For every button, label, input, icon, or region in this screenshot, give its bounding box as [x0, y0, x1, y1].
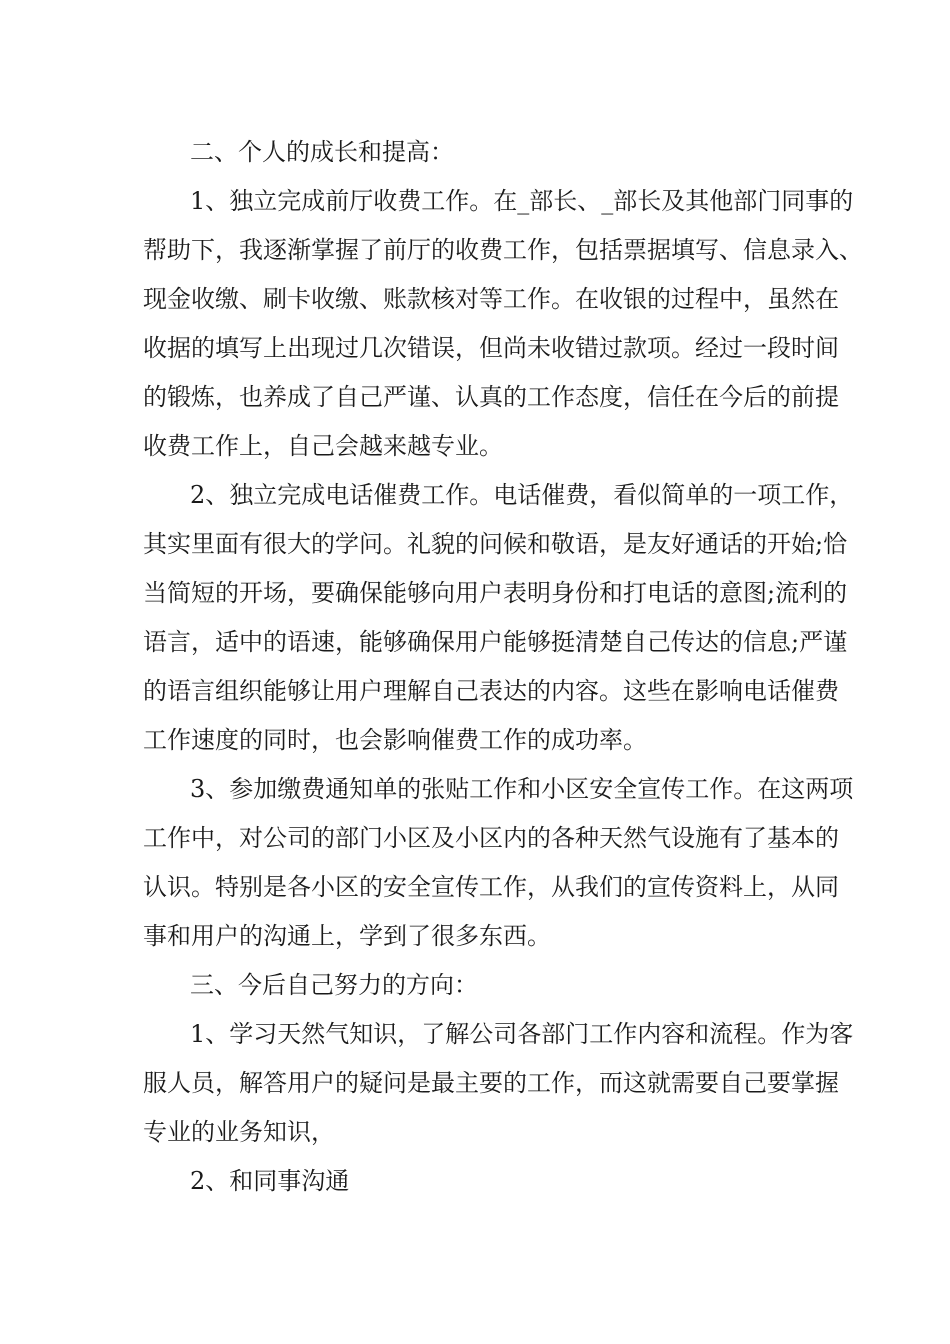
paragraph-line: 收费工作上，自己会越来越专业。	[143, 432, 503, 460]
paragraph-line: 现金收缴、刷卡收缴、账款核对等工作。在收银的过程中，虽然在	[143, 285, 839, 313]
paragraph-line: 其实里面有很大的学问。礼貌的问候和敬语，是友好通话的开始;恰	[143, 530, 848, 558]
paragraph-line: 的语言组织能够让用户理解自己表达的内容。这些在影响电话催费	[143, 677, 839, 705]
paragraph-line: 工作速度的同时，也会影响催费工作的成功率。	[143, 726, 647, 754]
paragraph-line: 当简短的开场，要确保能够向用户表明身份和打电话的意图;流利的	[143, 579, 848, 607]
paragraph-line: 服人员，解答用户的疑问是最主要的工作，而这就需要自己要掌握	[143, 1069, 839, 1097]
paragraph-line: 专业的业务知识，	[143, 1118, 335, 1146]
section-heading-direction: 三、今后自己努力的方向：	[190, 971, 478, 999]
paragraph-line: 1、学习天然气知识，了解公司各部门工作内容和流程。作为客	[190, 1020, 854, 1048]
paragraph-line: 工作中，对公司的部门小区及小区内的各种天然气设施有了基本的	[143, 824, 839, 852]
section-heading-growth: 二、个人的成长和提高：	[190, 138, 454, 166]
paragraph-line: 帮助下，我逐渐掌握了前厅的收费工作，包括票据填写、信息录入、	[143, 236, 863, 264]
paragraph-line: 2、独立完成电话催费工作。电话催费，看似简单的一项工作，	[190, 481, 854, 509]
paragraph-line: 3、参加缴费通知单的张贴工作和小区安全宣传工作。在这两项	[190, 775, 854, 803]
paragraph-line: 的锻炼，也养成了自己严谨、认真的工作态度，信任在今后的前提	[143, 383, 839, 411]
paragraph-line: 语言，适中的语速，能够确保用户能够挺清楚自己传达的信息;严谨	[143, 628, 848, 656]
paragraph-line: 1、独立完成前厅收费工作。在_部长、_部长及其他部门同事的	[190, 187, 854, 215]
paragraph-line: 收据的填写上出现过几次错误，但尚未收错过款项。经过一段时间	[143, 334, 839, 362]
paragraph-line: 2、和同事沟通	[190, 1167, 350, 1195]
paragraph-line: 认识。特别是各小区的安全宣传工作，从我们的宣传资料上，从同	[143, 873, 839, 901]
paragraph-line: 事和用户的沟通上，学到了很多东西。	[143, 922, 551, 950]
